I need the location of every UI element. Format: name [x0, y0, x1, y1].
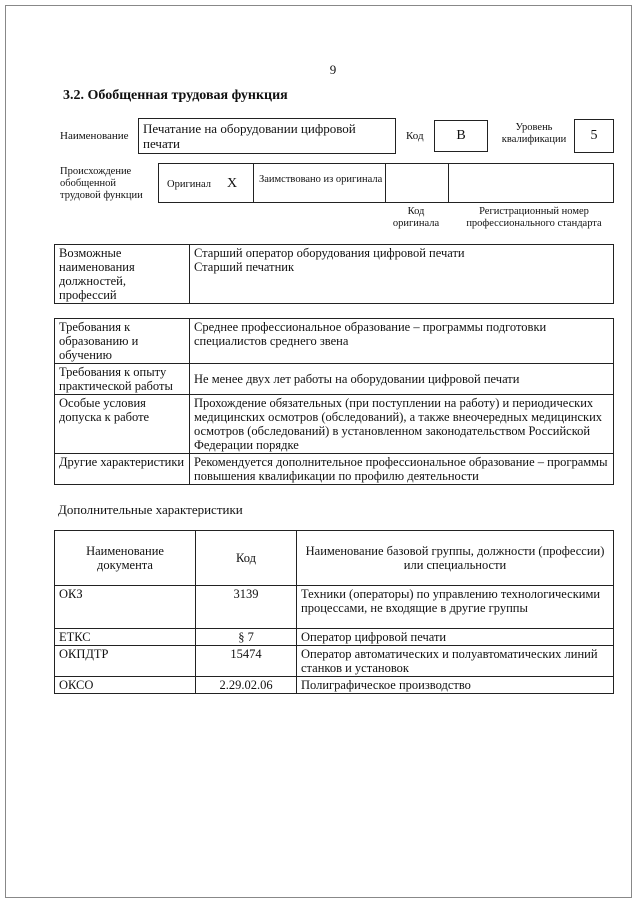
page-number: 9 [329, 62, 337, 77]
name-value: Печатание на оборудовании цифровой печати [143, 121, 356, 151]
code-value: B [456, 128, 466, 143]
code-label: Код [406, 130, 424, 142]
row-name: Оператор автоматических и полуавтоматических линий станков и установок [297, 646, 614, 677]
req-label-experience: Требования к опыту практической работы [55, 364, 190, 395]
row-code: § 7 [196, 629, 297, 646]
row-code: 3139 [196, 586, 297, 629]
reg-number-caption: Регистрационный номер профессионального стандарта [466, 206, 602, 229]
original-label: Оригинал [167, 179, 211, 190]
additional-title: Дополнительные характеристики [58, 502, 243, 517]
table-row [55, 646, 614, 677]
row-code: 15474 [196, 646, 297, 677]
positions-label: Возможные наименования должностей, профессий [55, 245, 190, 304]
origin-divider-3 [448, 164, 449, 202]
original-mark: X [227, 176, 238, 191]
table-row [55, 586, 614, 629]
req-value-special: Прохождение обязательных (при поступлении на работу) и периодических медицинских осмотров (обследований), а также внеочередных медицинских осмотров (обследований) в установленном законодательством Российской Федерации порядке [190, 395, 614, 454]
requirements-table [54, 318, 614, 485]
row-name: Оператор цифровой печати [297, 629, 614, 646]
level-value-box [574, 119, 614, 153]
origin-divider-1 [253, 164, 254, 202]
req-label-education: Требования к образованию и обучению [55, 319, 190, 364]
table-row [55, 629, 614, 646]
table-row [55, 319, 614, 364]
header-code: Код [196, 531, 297, 586]
header-document: Наименование документа [55, 531, 196, 586]
name-value-box [138, 118, 396, 154]
additional-table [54, 530, 614, 694]
table-row [55, 245, 614, 304]
req-label-special: Особые условия допуска к работе [55, 395, 190, 454]
code-original-caption: Код оригинала [392, 206, 440, 229]
header-group-name: Наименование базовой группы, должности (профессии) или специальности [297, 531, 614, 586]
section-title: 3.2. Обобщенная трудовая функция [63, 88, 288, 103]
origin-label: Происхождение обобщенной трудовой функции [60, 166, 143, 201]
positions-value-2: Старший печатник [194, 260, 295, 274]
row-doc: ОКПДТР [55, 646, 196, 677]
row-doc: ЕТКС [55, 629, 196, 646]
origin-table [158, 163, 614, 203]
origin-divider-2 [385, 164, 386, 202]
name-label: Наименование [60, 130, 129, 142]
positions-value-cell [190, 245, 614, 304]
positions-value-1: Старший оператор оборудования цифровой печати [194, 246, 465, 260]
req-value-education: Среднее профессиональное образование – программы подготовки специалистов среднего звена [190, 319, 614, 364]
table-row [55, 364, 614, 395]
req-value-experience: Не менее двух лет работы на оборудовании цифровой печати [190, 364, 614, 395]
table-row [55, 454, 614, 485]
code-value-box [434, 120, 488, 152]
borrowed-label: Заимствовано из оригинала [259, 174, 383, 185]
level-label: Уровень квалификации [501, 122, 567, 145]
row-code: 2.29.02.06 [196, 677, 297, 694]
row-name: Полиграфическое производство [297, 677, 614, 694]
table-row [55, 677, 614, 694]
req-label-other: Другие характеристики [55, 454, 190, 485]
positions-table [54, 244, 614, 304]
row-name: Техники (операторы) по управлению технологическими процессами, не входящие в другие группы [297, 586, 614, 629]
req-value-other: Рекомендуется дополнительное профессиональное образование – программы повышения квалификации по профилю деятельности [190, 454, 614, 485]
row-doc: ОКЗ [55, 586, 196, 629]
table-header-row [55, 531, 614, 586]
row-doc: ОКСО [55, 677, 196, 694]
table-row [55, 395, 614, 454]
level-value: 5 [590, 128, 598, 143]
